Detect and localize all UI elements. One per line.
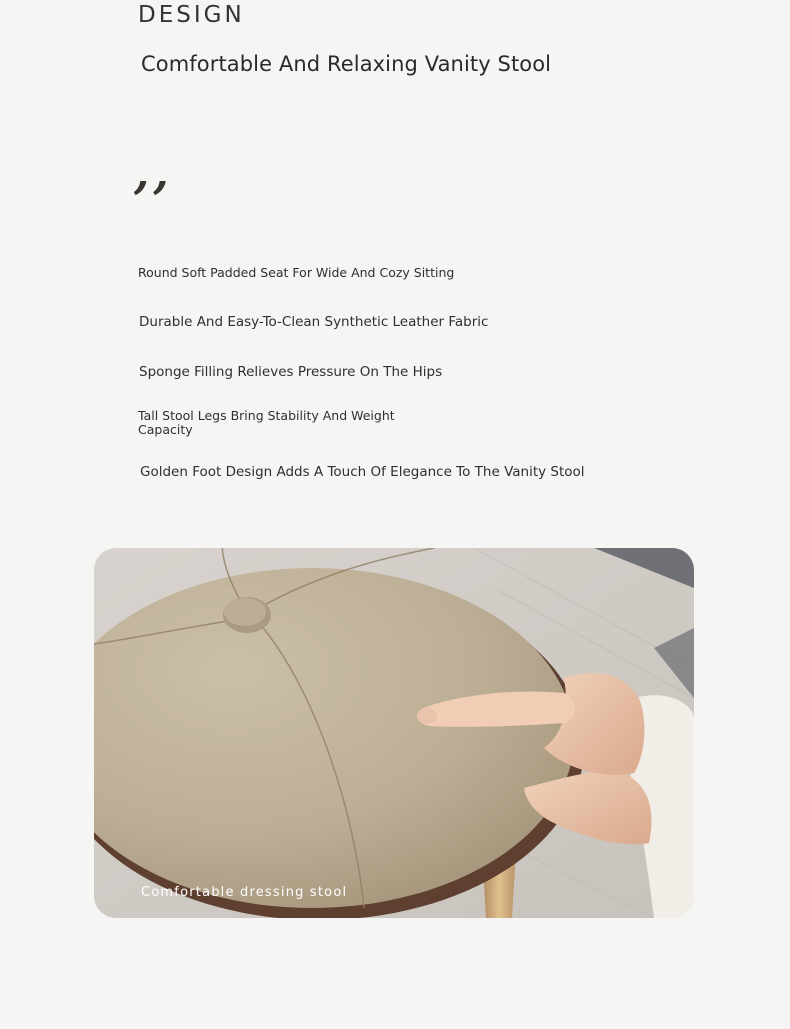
feature-item: Durable And Easy-To-Clean Synthetic Leather Fabric bbox=[139, 314, 489, 330]
photo-caption: Comfortable dressing stool bbox=[141, 885, 348, 900]
page-title: Comfortable And Relaxing Vanity Stool bbox=[141, 52, 552, 76]
feature-item: Tall Stool Legs Bring Stability And Weight Capacity bbox=[138, 408, 395, 437]
section-label: DESIGN bbox=[138, 2, 245, 28]
quote-mark-icon: ,, bbox=[134, 148, 173, 199]
feature-item: Round Soft Padded Seat For Wide And Cozy Sitting bbox=[138, 265, 455, 280]
feature-item: Sponge Filling Relieves Pressure On The Hips bbox=[139, 364, 443, 380]
feature-item: Golden Foot Design Adds A Touch Of Elegance To The Vanity Stool bbox=[140, 464, 585, 480]
product-photo bbox=[94, 548, 694, 918]
stool-illustration bbox=[94, 548, 694, 918]
